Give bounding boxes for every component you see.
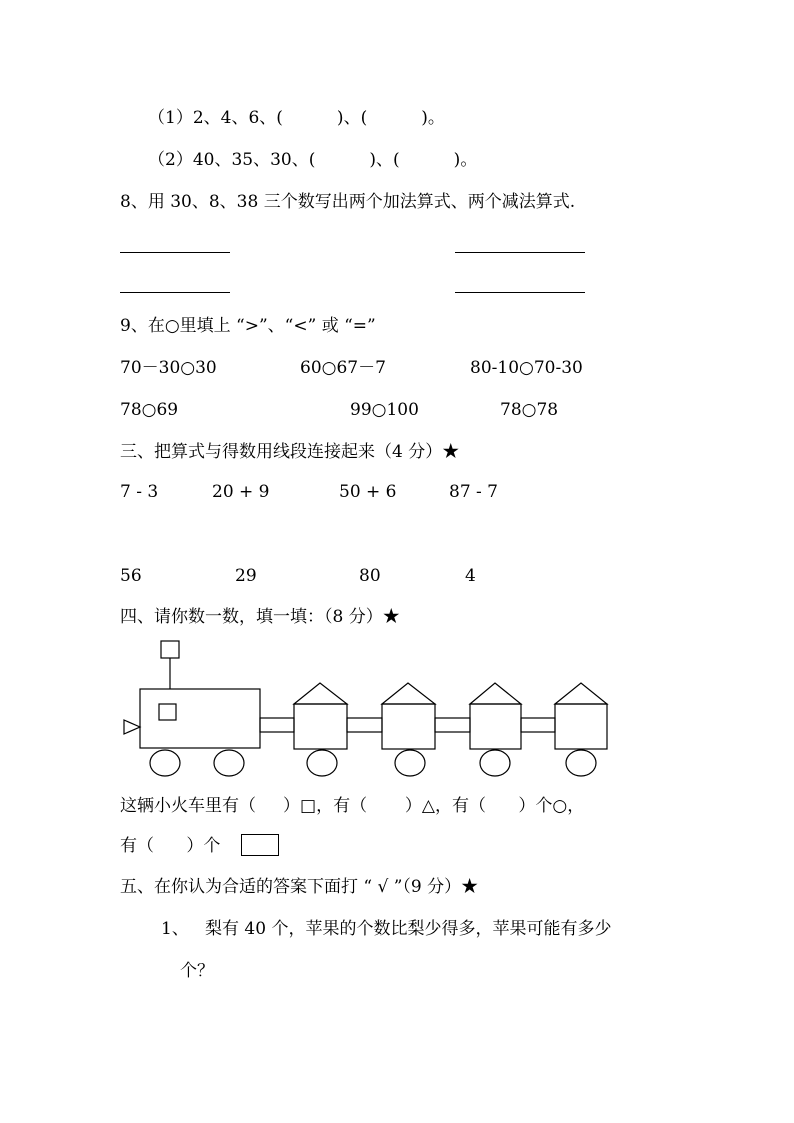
- compare-item: 99○100: [350, 400, 419, 420]
- answer-line-4[interactable]: [455, 292, 585, 293]
- coupler: [435, 718, 470, 732]
- coupler: [347, 718, 382, 732]
- car-roof-triangle: [470, 683, 521, 704]
- wheel: [214, 750, 244, 776]
- wheel: [307, 750, 337, 776]
- compare-item: 78○78: [500, 400, 559, 420]
- chimney-square: [161, 641, 179, 658]
- front-triangle: [124, 720, 140, 734]
- locomotive-body: [140, 689, 260, 748]
- car-body: [382, 704, 435, 749]
- section-5-title: 五、在你认为合适的答案下面打 “ √ ”（9 分）★: [120, 877, 479, 897]
- q1-text-continued: 个？: [180, 961, 214, 981]
- q1-text: 梨有 40 个，苹果的个数比梨少得多，苹果可能有多少: [205, 919, 612, 939]
- wheel: [480, 750, 510, 776]
- result[interactable]: 4: [465, 566, 476, 586]
- result[interactable]: 29: [235, 566, 257, 586]
- compare-item: 60○67－7: [300, 358, 386, 378]
- q7-line-2: （2）40、35、30、( )、( )。: [148, 150, 478, 170]
- q7-line-1: （1）2、4、6、( )、( )。: [148, 108, 445, 128]
- car-roof-triangle: [294, 683, 347, 704]
- wheel: [566, 750, 596, 776]
- coupler: [521, 718, 555, 732]
- car-body: [294, 704, 347, 749]
- q8-prompt: 8、用 30、8、38 三个数写出两个加法算式、两个减法算式.: [120, 192, 576, 212]
- compare-item: 80-10○70-30: [470, 358, 583, 378]
- q9-prompt: 9、在○里填上 “>”、“<” 或 “=”: [120, 316, 376, 336]
- answer-line-2[interactable]: [455, 252, 585, 253]
- expression[interactable]: 87 - 7: [449, 482, 498, 502]
- result[interactable]: 56: [120, 566, 142, 586]
- wheel: [395, 750, 425, 776]
- coupler: [260, 718, 294, 732]
- result[interactable]: 80: [359, 566, 381, 586]
- car-roof-triangle: [382, 683, 435, 704]
- compare-item: 70－30○30: [120, 358, 217, 378]
- answer-line-1[interactable]: [120, 252, 230, 253]
- compare-item: 78○69: [120, 400, 179, 420]
- car-roof-triangle: [555, 683, 607, 704]
- answer-line-3[interactable]: [120, 292, 230, 293]
- car-body: [555, 704, 607, 749]
- locomotive-window: [159, 704, 176, 720]
- car-body: [470, 704, 521, 749]
- count-line-1: 这辆小火车里有（ ）□，有（ ）△，有（ ）个○，: [120, 796, 585, 816]
- wheel: [150, 750, 180, 776]
- count-line-2: 有（ ）个: [120, 836, 221, 856]
- train-figure: [110, 630, 620, 780]
- q1-number: 1、: [161, 919, 189, 939]
- expression[interactable]: 50 + 6: [339, 482, 397, 502]
- section-4-title: 四、请你数一数，填一填：（8 分）★: [120, 607, 400, 627]
- expression[interactable]: 7 - 3: [120, 482, 159, 502]
- rectangle-shape-icon: [241, 834, 279, 856]
- section-3-title: 三、把算式与得数用线段连接起来（4 分）★: [120, 442, 460, 462]
- expression[interactable]: 20 + 9: [212, 482, 270, 502]
